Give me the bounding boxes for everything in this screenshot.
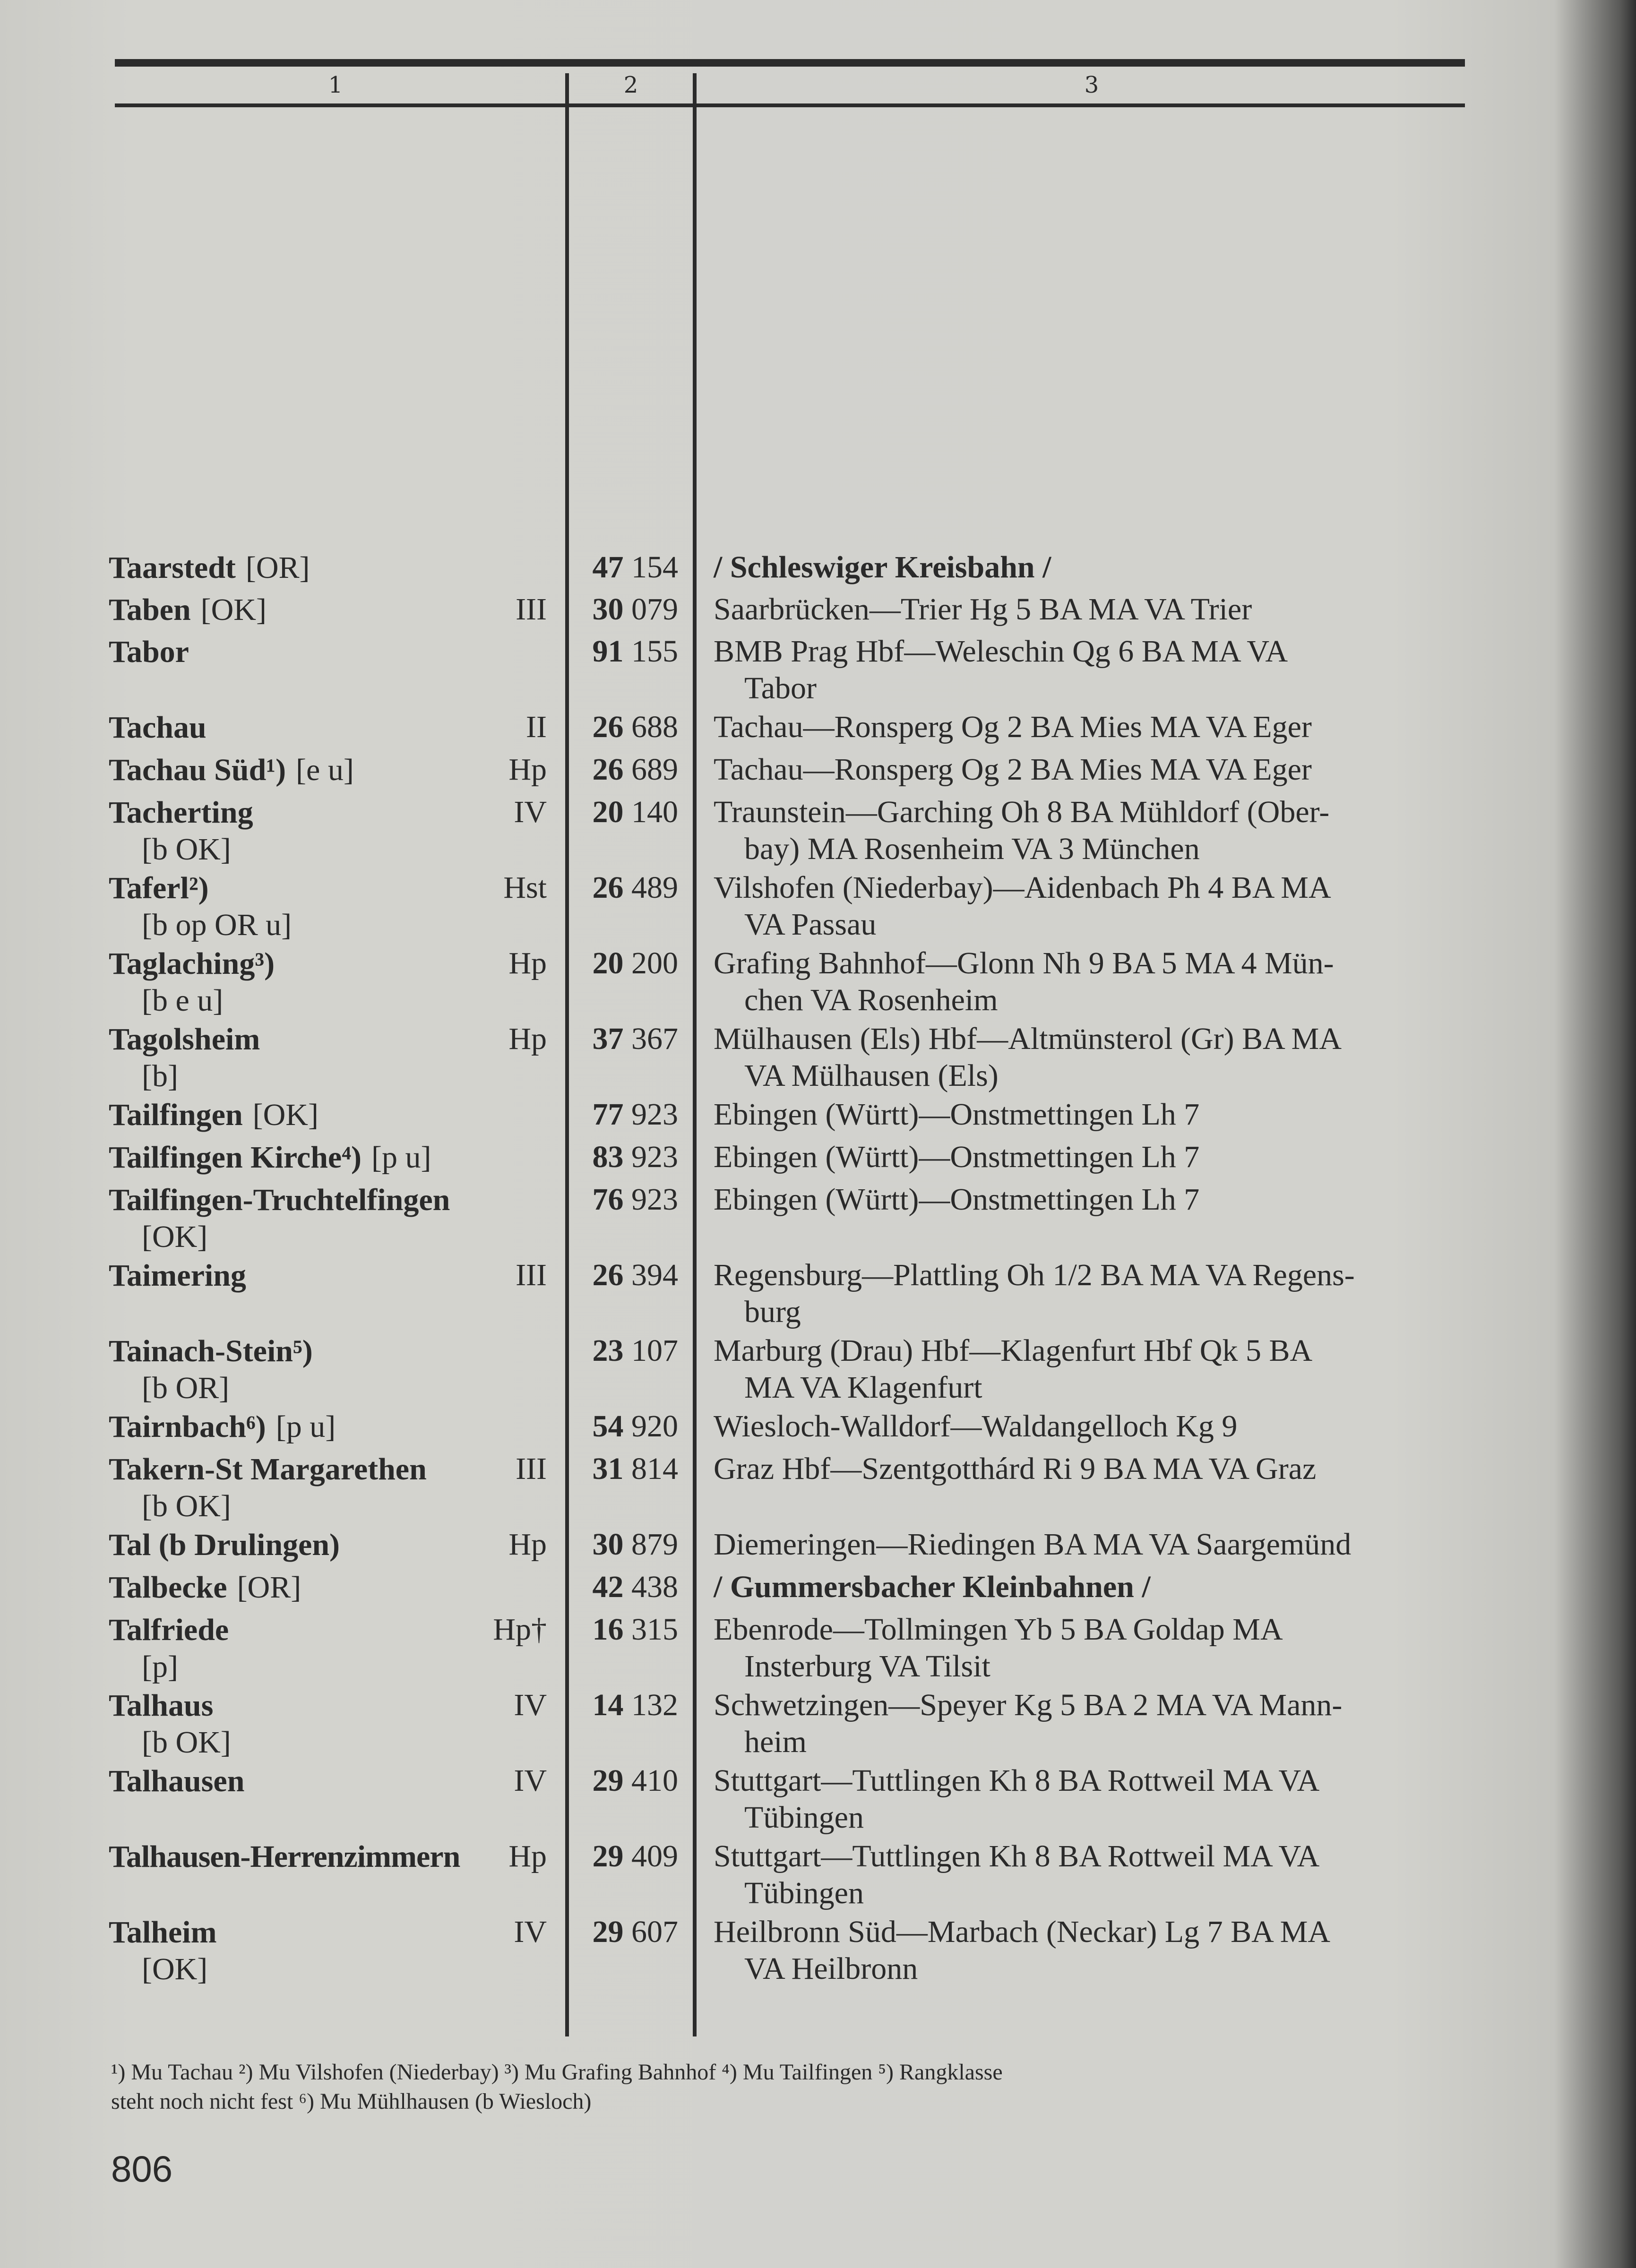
station-name: Tal (b Drulingen) [109,1528,340,1562]
route-info: Stuttgart—Tuttlingen Kh 8 BA Rottweil MA VA [714,1763,1320,1798]
page-number: 806 [111,2148,173,2190]
route-info: Schwetzingen—Speyer Kg 5 BA 2 MA VA Mann- [714,1688,1343,1722]
station-number: 30 879 [592,1527,678,1562]
station-name: Tailfingen [109,1098,243,1132]
station-tag: [p] [142,1649,178,1684]
station-name: Taferl²) [109,871,209,905]
route-info: Tachau—Ronsperg Og 2 BA Mies MA VA Eger [714,710,1312,744]
station-tag: [OK] [252,1098,319,1132]
footnote-line: steht noch nicht fest ⁶) Mu Mühlhausen (b Wiesloch) [111,2089,592,2114]
station-number: 26 394 [592,1258,678,1292]
station-name: Taben [109,593,191,627]
station-number: 14 132 [592,1688,678,1722]
station-class: III [516,1452,547,1486]
route-info: Vilshofen (Niederbay)—Aidenbach Ph 4 BA MA [714,870,1331,905]
route-info-continued: Insterburg VA Tilsit [744,1649,990,1684]
route-info: Saarbrücken—Trier Hg 5 BA MA VA Trier [714,592,1252,627]
station-class: Hp [508,1527,547,1562]
station-number: 31 814 [592,1452,678,1486]
station-tag: [e u] [296,753,354,787]
route-info: Tachau—Ronsperg Og 2 BA Mies MA VA Eger [714,752,1312,787]
station-name: Tailfingen Kirche⁴) [109,1140,362,1175]
route-info: BMB Prag Hbf—Weleschin Qg 6 BA MA VA [714,634,1288,669]
station-number: 54 920 [592,1409,678,1443]
station-tag: [b op OR u] [142,908,292,942]
station-number: 26 489 [592,870,678,905]
footnote-line: ¹) Mu Tachau ²) Mu Vilshofen (Niederbay) ³) Mu Grafing Bahnhof ⁴) Mu Tailfingen ⁵) Rangklasse [111,2060,1003,2085]
route-info: Heilbronn Süd—Marbach (Neckar) Lg 7 BA MA [714,1915,1331,1949]
station-number: 47 154 [592,550,678,584]
station-tag: [OK] [142,1220,208,1254]
footnotes [111,2058,1467,2116]
station-class: II [526,710,547,744]
station-tag: [b OK] [142,1489,231,1523]
station-number: 29 410 [592,1763,678,1798]
route-info: Marburg (Drau) Hbf—Klagenfurt Hbf Qk 5 BA [714,1333,1313,1368]
station-tag: [OK] [200,593,267,627]
station-number: 91 155 [592,634,678,669]
station-number: 16 315 [592,1612,678,1647]
station-tag: [OR] [245,550,310,585]
route-info-continued: VA Passau [744,907,877,942]
station-class: IV [514,1688,547,1722]
route-info: Grafing Bahnhof—Glonn Nh 9 BA 5 MA 4 Mün- [714,946,1334,980]
route-info-continued: heim [744,1725,807,1759]
station-name: Tainach-Stein⁵) [109,1334,313,1368]
route-info-continued: Tübingen [744,1876,864,1910]
station-class: IV [514,795,547,829]
station-class: Hp [508,1839,547,1873]
route-info: Diemeringen—Riedingen BA MA VA Saargemünd [714,1527,1352,1562]
station-class: IV [514,1763,547,1798]
station-class: IV [514,1915,547,1949]
station-number: 26 689 [592,752,678,787]
station-class: Hp [508,946,547,980]
station-number: 37 367 [592,1022,678,1056]
station-tag: [b OK] [142,832,231,867]
station-name: Talhausen [109,1764,245,1798]
route-info: Ebingen (Württ)—Onstmettingen Lh 7 [714,1097,1200,1132]
station-tag: [b e u] [142,983,224,1018]
station-number: 77 923 [592,1097,678,1132]
station-name: Tachau [109,710,207,745]
station-tag: [b OR] [142,1371,230,1405]
station-tag: [p u] [371,1140,431,1175]
station-name: Tagolsheim [109,1022,260,1057]
route-info-continued: VA Heilbronn [744,1951,918,1986]
route-info: Wiesloch-Walldorf—Waldangelloch Kg 9 [714,1409,1238,1443]
station-number: 76 923 [592,1182,678,1217]
station-name: Taglaching³) [109,946,275,981]
station-class: Hst [503,870,547,905]
station-name: Talheim [109,1915,217,1950]
column-number-2: 2 [623,72,638,98]
route-info: Ebingen (Württ)—Onstmettingen Lh 7 [714,1140,1200,1174]
route-info: Regensburg—Plattling Oh 1/2 BA MA VA Regens- [714,1258,1355,1292]
station-number: 23 107 [592,1333,678,1368]
station-class: Hp [508,1022,547,1056]
station-name: Tachau Süd¹) [109,753,286,787]
route-info-continued: MA VA Klagenfurt [744,1370,982,1405]
station-class: III [516,1258,547,1292]
route-info: Mülhausen (Els) Hbf—Altmünsterol (Gr) BA MA [714,1022,1342,1056]
route-info: Traunstein—Garching Oh 8 BA Mühldorf (Ober- [714,795,1330,829]
route-info: Graz Hbf—Szentgotthárd Ri 9 BA MA VA Graz [714,1452,1317,1486]
route-info-continued: bay) MA Rosenheim VA 3 München [744,832,1200,866]
station-class: Hp [508,752,547,787]
station-name: Taimering [109,1258,246,1293]
station-name: Takern-St Margarethen [109,1452,427,1486]
top-rule [115,59,1465,67]
station-name: Talhaus [109,1688,214,1723]
route-info-continued: burg [744,1295,801,1329]
station-name: Talfriede [109,1613,229,1647]
station-number: 29 607 [592,1915,678,1949]
station-number: 42 438 [592,1570,678,1604]
station-name: Talbecke [109,1570,227,1605]
route-info-continued: Tabor [744,671,817,705]
station-tag: [b OK] [142,1725,231,1760]
column-divider-2 [693,73,697,2036]
station-name: Tairnbach⁶) [109,1409,266,1444]
station-tag: [OK] [142,1952,208,1986]
station-number: 83 923 [592,1140,678,1174]
station-name: Tailfingen-Truchtelfingen [109,1183,450,1217]
station-name: Tacherting [109,795,253,830]
header-rule [115,103,1465,107]
route-info: / Schleswiger Kreisbahn / [714,550,1051,584]
route-info: Ebenrode—Tollmingen Yb 5 BA Goldap MA [714,1612,1283,1647]
station-class: Hp† [493,1612,547,1647]
station-number: 20 140 [592,795,678,829]
column-number-3: 3 [1084,72,1099,98]
route-info: Ebingen (Württ)—Onstmettingen Lh 7 [714,1182,1200,1217]
station-name: Talhausen-Herrenzimmern [109,1839,460,1874]
station-number: 29 409 [592,1839,678,1873]
station-name: Tabor [109,635,189,669]
column-number-1: 1 [328,72,343,98]
station-number: 26 688 [592,710,678,744]
station-number: 30 079 [592,592,678,627]
route-info-continued: VA Mülhausen (Els) [744,1058,999,1093]
station-number: 20 200 [592,946,678,980]
route-info-continued: chen VA Rosenheim [744,983,998,1017]
station-tag: [OR] [237,1570,301,1605]
station-tag: [b] [142,1059,178,1093]
route-info: / Gummersbacher Kleinbahnen / [714,1570,1151,1604]
route-info-continued: Tübingen [744,1800,864,1835]
station-name: Taarstedt [109,550,236,585]
route-info: Stuttgart—Tuttlingen Kh 8 BA Rottweil MA VA [714,1839,1320,1873]
station-tag: [p u] [276,1409,336,1444]
station-class: III [516,592,547,627]
